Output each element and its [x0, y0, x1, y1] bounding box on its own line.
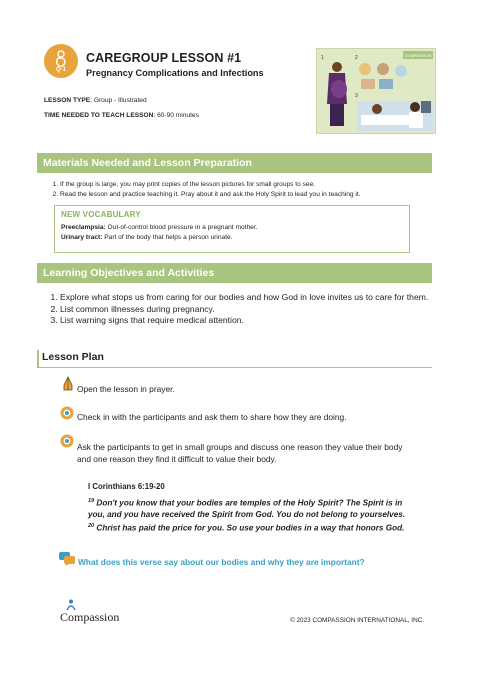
verse-number: 20 [88, 522, 95, 529]
vocabulary-heading: NEW VOCABULARY [61, 210, 141, 219]
vocab-term: Preeclampsia: [61, 224, 106, 231]
vocab-entry [61, 233, 403, 243]
vocab-definition: Part of the body that helps a person urinate. [102, 234, 233, 241]
lesson-type-label: LESSON TYPE [44, 97, 91, 104]
materials-heading: Materials Needed and Lesson Preparation [37, 153, 432, 173]
pregnancy-icon [53, 50, 69, 68]
vocab-entry [61, 223, 403, 233]
discussion-question: What does this verse say about our bodies and why they are important? [78, 557, 365, 567]
panel-number-3: 3 [355, 93, 358, 99]
materials-item: 2. Read the lesson and practice teaching it. Pray about it and ask the Holy Spirit to lead you in teaching it. [60, 190, 432, 200]
vocab-term: Urinary tract: [61, 234, 103, 241]
lesson-plan-divider [37, 367, 432, 368]
lesson-plan-accent [37, 350, 39, 368]
flower-icon [59, 433, 75, 449]
lesson-step: Open the lesson in prayer. [77, 384, 175, 394]
lesson-step: Ask the participants to get in small groups and discuss one reason they value their body and one reason they find it difficult to value their body. [77, 442, 403, 464]
lesson-type-value: : Group - Illustrated [90, 97, 147, 104]
vocab-definition: Out-of-control blood pressure in a pregnant mother. [105, 224, 258, 231]
thumbnail-illustration [317, 49, 435, 133]
time-label: TIME NEEDED TO TEACH LESSON [44, 112, 154, 119]
objectives-list-wrapper [42, 292, 432, 327]
verse-text: Don't you know that your bodies are temples of the Holy Spirit? The Spirit is in you, and you have received the Spirit from God. You do not belong to yourselves. [88, 498, 406, 520]
objectives-heading: Learning Objectives and Activities [37, 263, 432, 283]
lesson-type [44, 97, 147, 104]
objectives-list [42, 292, 432, 327]
lesson-time [44, 112, 199, 119]
page-subtitle: Pregnancy Complications and Infections [86, 68, 264, 78]
logo-label: Q-1 [55, 66, 66, 73]
lesson-plan-heading: Lesson Plan [42, 351, 104, 363]
copyright: © 2023 COMPASSION INTERNATIONAL, INC. [290, 617, 425, 624]
time-value: : 60-90 minutes [153, 112, 199, 119]
materials-list [42, 180, 432, 200]
lesson-thumbnail [316, 48, 436, 134]
objective-item: 3. List warning signs that require medical attention. [60, 315, 432, 327]
materials-item: 1. If the group is large, you may print copies of the lesson pictures for small groups to see. [60, 180, 432, 190]
page-title: CAREGROUP LESSON #1 [86, 51, 242, 65]
flower-icon [59, 405, 75, 421]
verse-reference: I Corinthians 6:19-20 [88, 482, 165, 491]
scripture-verse [88, 496, 408, 534]
materials-list-wrapper [42, 180, 432, 200]
compassion-logo: Compassion [60, 610, 120, 624]
objective-item: 1. Explore what stops us from caring for our bodies and how God in love invites us to care for them. [60, 292, 432, 304]
panel-number-1: 1 [321, 55, 324, 61]
verse-number: 19 [88, 498, 95, 504]
vocabulary-box [54, 205, 410, 253]
lesson-logo [44, 44, 78, 78]
panel-number-2: 2 [355, 55, 358, 61]
thumbnail-caption: COMPASSION [404, 53, 432, 58]
objective-item: 2. List common illnesses during pregnancy. [60, 304, 432, 316]
discussion-icon [58, 551, 76, 567]
praying-hands-icon [60, 376, 76, 392]
lesson-step: Check in with the participants and ask them to share how they are doing. [77, 412, 347, 422]
verse-text: Christ has paid the price for you. So use your bodies in a way that honors God. [94, 523, 405, 533]
